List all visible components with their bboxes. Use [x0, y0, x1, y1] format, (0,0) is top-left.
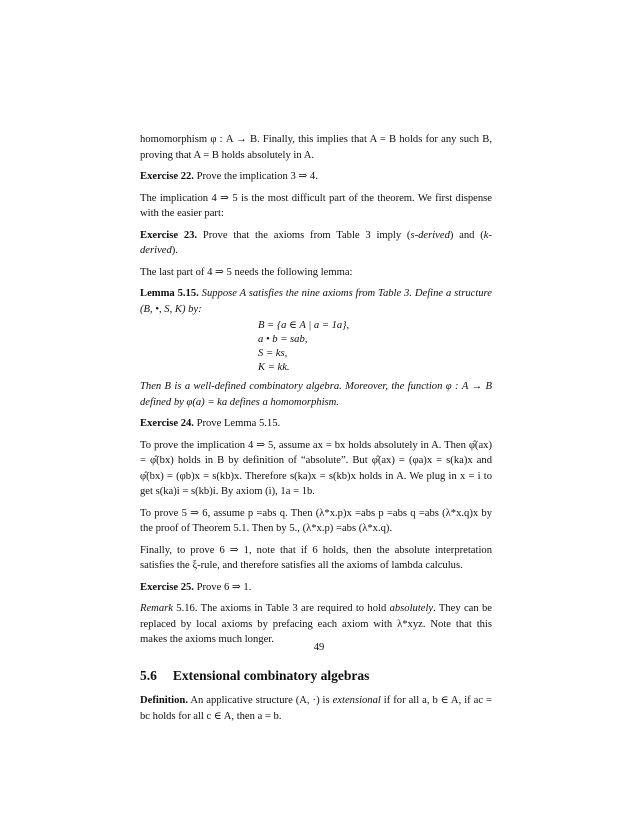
prove-4-5-paragraph: To prove the implication 4 ⇒ 5, assume ax = bx holds absolutely in A. Then φ̂(ax) = φ̂(bx) holds in B by definition of “absolute”. But φ̂(ax) = (φa)x = s(ka)x and φ̂(bx) = (φb)x = s(kb)x. Therefore s(ka)x = s(kb)x holds in A. We plug in x = i to get s(ka)i = s(kb)i. By axiom (i), 1a = 1b. — [140, 439, 492, 497]
finally-paragraph: Finally, to prove 6 ⇒ 1, note that if 6 holds, then the absolute interpretation satisfies the ξ-rule, and therefore satisfies all the axioms of lambda calculus. — [140, 544, 492, 571]
exercise-23 — [140, 228, 492, 259]
remark-text-b: . They can be replaced by local axioms by prefacing each axiom with λ*xyz. Note that this makes the axioms much longer. — [140, 603, 493, 645]
section-title: Extensional combinatory algebras — [172, 667, 370, 683]
exercise-22-label: Exercise 22. — [140, 171, 194, 182]
remark-label: Remark — [140, 603, 173, 614]
exercise-24-text: Prove Lemma 5.15. — [196, 418, 281, 429]
exercise-22-text: Prove the implication 3 ⇒ 4. — [196, 171, 318, 182]
k-derived-term: k-derived — [140, 229, 493, 256]
lemma-conclusion: Then B is a well-defined combinatory algebra. Moreover, the function φ : A → B defined by φ(a) = ka defines a homomorphism. — [140, 381, 492, 408]
page-number: 49 — [313, 642, 325, 653]
exercise-24-label: Exercise 24. — [140, 418, 194, 429]
s-derived-term: s-derived — [410, 229, 450, 241]
page-body — [140, 132, 492, 730]
lemma-label: Lemma 5.15. — [140, 288, 199, 299]
exercise-22 — [140, 169, 492, 185]
last-part-paragraph: The last part of 4 ⇒ 5 needs the following lemma: — [140, 266, 353, 278]
definition-label: Definition. — [140, 695, 188, 706]
exercise-23-text-b: ) and ( — [449, 229, 484, 241]
prove-5-6-paragraph: To prove 5 ⇒ 6, assume p =abs q. Then (λ*x.p)x =abs p =abs q =abs (λ*x.q)x by the proof of Theorem 5.1. Then by 5., (λ*x.p) =abs (λ*x.q). — [140, 507, 492, 534]
definition-extensional — [140, 693, 492, 724]
implication-paragraph: The implication 4 ⇒ 5 is the most difficult part of the theorem. We first dispense with the easier part: — [140, 192, 492, 219]
definition-line: B = {a ∈ A | a = 1a}, — [258, 320, 350, 331]
section-heading — [140, 668, 492, 684]
exercise-25-label: Exercise 25. — [140, 581, 194, 593]
extensional-term: extensional — [332, 695, 381, 706]
definition-line: K = kk. — [258, 362, 290, 373]
section-number: 5.6 — [140, 667, 157, 683]
definition-text-b: if for all a, b ∈ A, if ac = bc holds for all c ∈ A, then a = b. — [140, 695, 492, 722]
definition-text-a: An applicative structure (A, ·) is — [190, 695, 333, 706]
exercise-23-text-a: Prove that the axioms from Table 3 imply ( — [202, 229, 411, 241]
exercise-25 — [140, 580, 492, 596]
exercise-23-text-c: ). — [171, 245, 178, 256]
remark-absolutely: absolutely — [389, 603, 434, 614]
definition-line: S = ks, — [258, 348, 288, 359]
remark-text-a: The axioms in Table 3 are required to hold — [200, 603, 390, 614]
intro-paragraph: homomorphism φ : A → B. Finally, this implies that A = B holds for any such B, proving that A = B holds absolutely in A. — [140, 134, 492, 161]
exercise-25-text: Prove 6 ⇒ 1. — [196, 581, 252, 593]
definition-line: a • b = sab, — [258, 334, 308, 345]
exercise-23-label: Exercise 23. — [140, 229, 198, 241]
lemma-definitions — [258, 319, 492, 375]
lemma-text: Suppose A satisfies the nine axioms from Table 3. Define a structure (B, •, S, K) by: — [140, 288, 492, 315]
lemma-5-15 — [140, 286, 492, 317]
exercise-24 — [140, 416, 492, 432]
remark-number: 5.16. — [176, 603, 198, 614]
remark-5-16 — [140, 601, 492, 648]
